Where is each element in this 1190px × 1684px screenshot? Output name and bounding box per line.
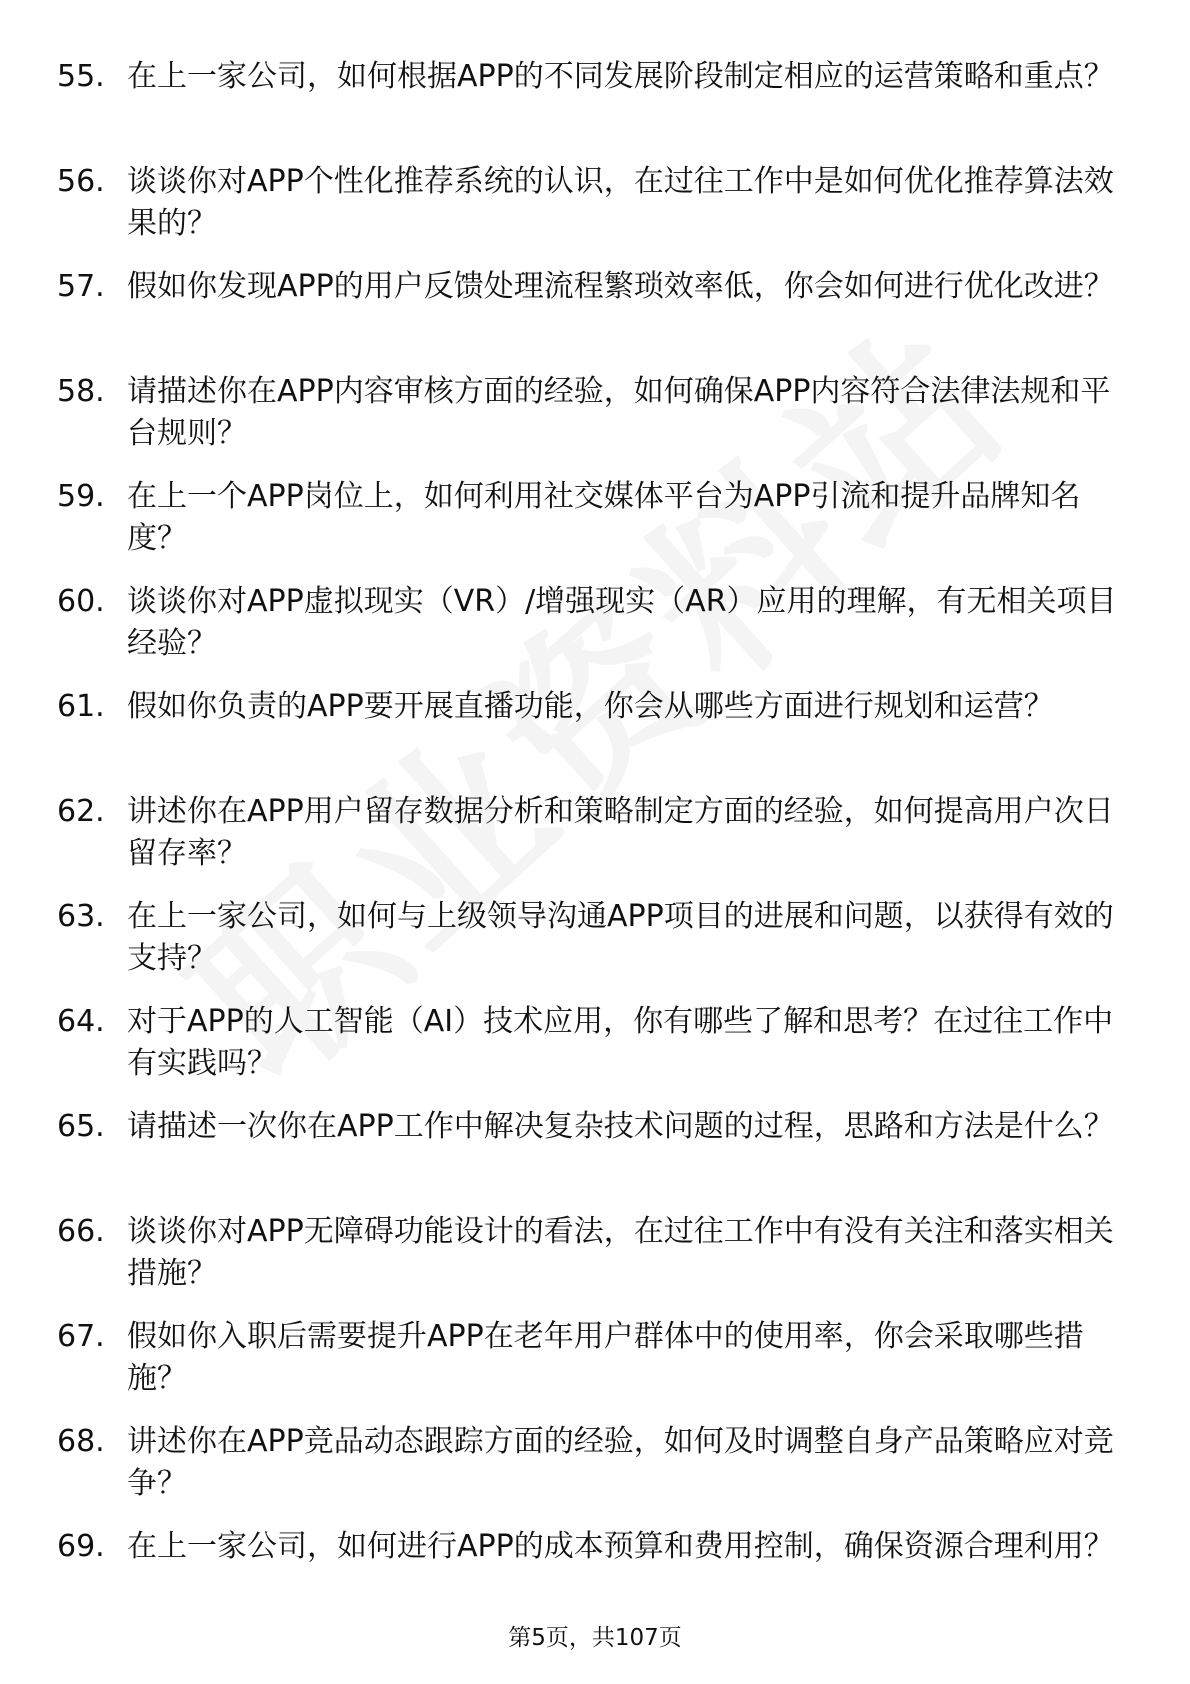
question-number: 58. — [57, 374, 105, 409]
question-text: 假如你入职后需要提升APP在老年用户群体中的使用率，你会采取哪些措施？ — [127, 1319, 1084, 1396]
question-text: 谈谈你对APP虚拟现实（VR）/增强现实（AR）应用的理解，有无相关项目经验？ — [127, 584, 1117, 661]
question-item — [0, 783, 1190, 888]
question-item — [0, 153, 1190, 258]
question-item — [0, 363, 1190, 468]
question-number: 61. — [57, 689, 105, 724]
question-item — [0, 888, 1190, 993]
question-item — [0, 573, 1190, 678]
question-number: 56. — [57, 164, 105, 199]
question-number: 69. — [57, 1529, 105, 1564]
question-item — [0, 1518, 1190, 1623]
question-item — [0, 258, 1190, 363]
question-item — [0, 678, 1190, 783]
question-number: 67. — [57, 1319, 105, 1354]
question-item — [0, 1098, 1190, 1203]
question-text: 谈谈你对APP无障碍功能设计的看法，在过往工作中有没有关注和落实相关措施？ — [127, 1214, 1114, 1291]
question-number: 64. — [57, 1004, 105, 1039]
question-item — [0, 48, 1190, 153]
question-text: 在上一家公司，如何进行APP的成本预算和费用控制，确保资源合理利用？ — [127, 1529, 1114, 1564]
question-list — [0, 48, 1190, 1623]
question-text: 假如你负责的APP要开展直播功能，你会从哪些方面进行规划和运营？ — [127, 689, 1054, 724]
question-number: 63. — [57, 899, 105, 934]
question-item — [0, 1308, 1190, 1413]
question-text: 假如你发现APP的用户反馈处理流程繁琐效率低，你会如何进行优化改进？ — [127, 269, 1114, 304]
question-number: 60. — [57, 584, 105, 619]
question-number: 65. — [57, 1109, 105, 1144]
question-text: 谈谈你对APP个性化推荐系统的认识，在过往工作中是如何优化推荐算法效果的？ — [127, 164, 1114, 241]
page-footer: 第5页，共107页 — [508, 1625, 682, 1651]
question-item — [0, 1203, 1190, 1308]
question-number: 68. — [57, 1424, 105, 1459]
question-text: 对于APP的人工智能（AI）技术应用，你有哪些了解和思考？在过往工作中有实践吗？ — [127, 1004, 1114, 1081]
question-text: 请描述你在APP内容审核方面的经验，如何确保APP内容符合法律法规和平台规则？ — [127, 374, 1111, 451]
question-number: 59. — [57, 479, 105, 514]
question-number: 66. — [57, 1214, 105, 1249]
question-number: 62. — [57, 794, 105, 829]
question-item — [0, 993, 1190, 1098]
question-item — [0, 468, 1190, 573]
question-text: 在上一家公司，如何根据APP的不同发展阶段制定相应的运营策略和重点？ — [127, 59, 1114, 94]
question-number: 55. — [57, 59, 105, 94]
question-number: 57. — [57, 269, 105, 304]
question-text: 讲述你在APP用户留存数据分析和策略制定方面的经验，如何提高用户次日留存率？ — [127, 794, 1114, 871]
question-item — [0, 1413, 1190, 1518]
question-text: 在上一家公司，如何与上级领导沟通APP项目的进展和问题，以获得有效的支持？ — [127, 899, 1114, 976]
question-text: 在上一个APP岗位上，如何利用社交媒体平台为APP引流和提升品牌知名度？ — [127, 479, 1081, 556]
question-text: 讲述你在APP竞品动态跟踪方面的经验，如何及时调整自身产品策略应对竞争？ — [127, 1424, 1114, 1501]
question-text: 请描述一次你在APP工作中解决复杂技术问题的过程，思路和方法是什么？ — [127, 1109, 1114, 1144]
